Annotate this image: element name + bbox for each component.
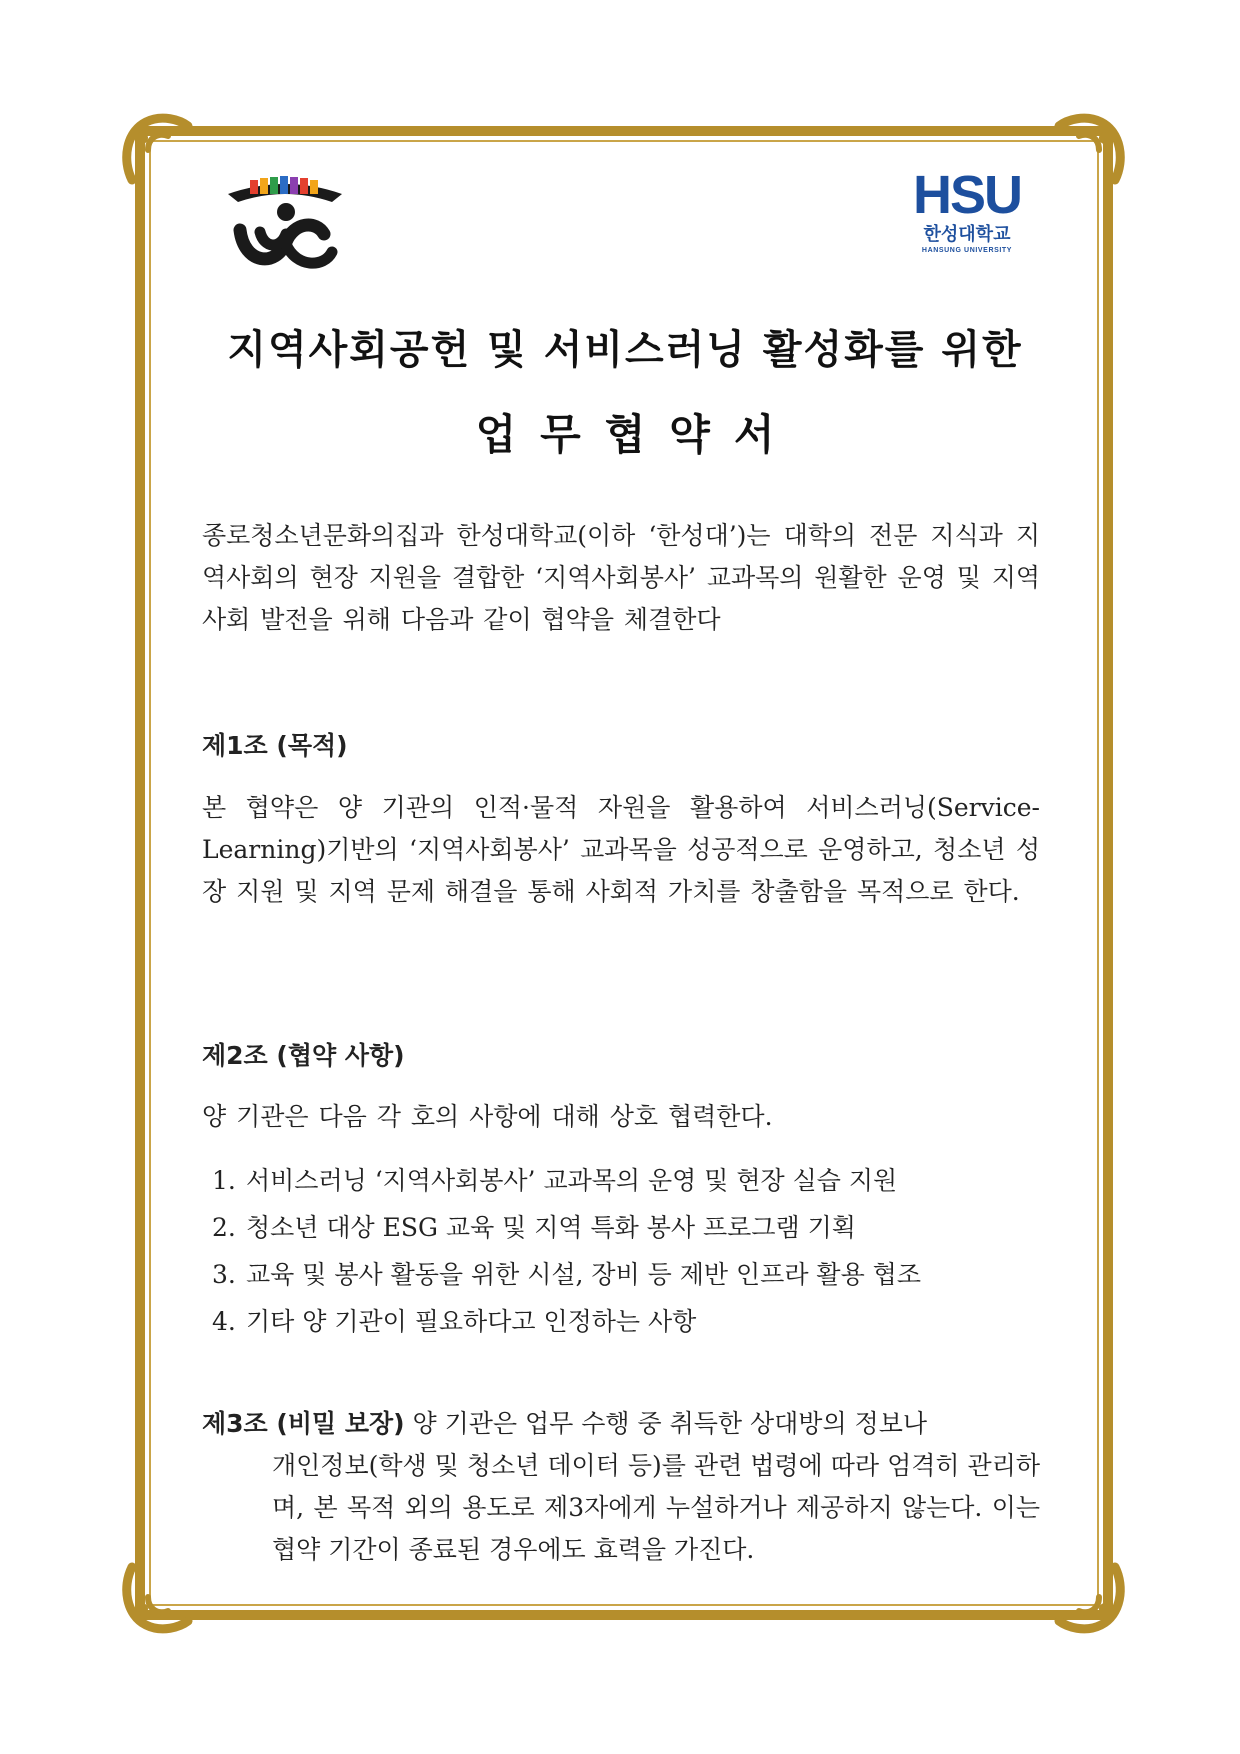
frame-corner-ornament-icon [118,1553,202,1637]
list-item-text: 서비스러닝 ‘지역사회봉사’ 교과목의 운영 및 현장 실습 지원 [246,1166,898,1195]
frame-corner-ornament-icon [1045,110,1129,194]
university-name-korean: 한성대학교 [923,224,1011,245]
jongno-youth-logo-icon [220,172,350,272]
intro-paragraph: 종로청소년문화의집과 한성대학교(이하 ‘한성대’)는 대학의 전문 지식과 지역사회의 현장 지원을 결합한 ‘지역사회봉사’ 교과목의 원활한 운영 및 지역사회 발전을 위해 다음과 같이 협약을 체결한다 [202,521,1040,634]
hansung-university-logo [908,165,1026,260]
list-item-text: 교육 및 봉사 활동을 위한 시설, 장비 등 제반 인프라 활용 협조 [246,1260,921,1289]
list-item-number: 4. [212,1307,236,1336]
frame-corner-ornament-icon [1045,1553,1129,1637]
article-3 [202,1403,1040,1571]
list-item-text: 청소년 대상 ESG 교육 및 지역 특화 봉사 프로그램 기획 [246,1213,856,1242]
list-item-number: 1. [212,1166,236,1195]
list-item-number: 3. [212,1260,236,1289]
article-2-heading: 제2조 (협약 사항) [202,1041,405,1070]
article-2-body: 양 기관은 다음 각 호의 사항에 대해 상호 협력한다. [202,1102,773,1131]
list-item [212,1298,1042,1345]
list-item [212,1251,1042,1298]
list-item [212,1157,1042,1204]
university-name-english: HANSUNG UNIVERSITY [921,247,1013,254]
article-3-body-first: 양 기관은 업무 수행 중 취득한 상대방의 정보나 [412,1409,927,1438]
article-3-body-rest: 개인정보(학생 및 청소년 데이터 등)를 관련 법령에 따라 엄격히 관리하며, 본 목적 외의 용도로 제3자에게 누설하거나 제공하지 않는다. 이는 협약 기간이 종료된 경우에도 효력을 가진다. [272,1451,1040,1564]
document-title: 지역사회공헌 및 서비스러닝 활성화를 위한 [227,327,1023,373]
article-1-heading: 제1조 (목적) [202,731,348,760]
article-3-heading: 제3조 (비밀 보장) [202,1409,405,1438]
list-item-text: 기타 양 기관이 필요하다고 인정하는 사항 [246,1307,697,1336]
list-item [212,1204,1042,1251]
document-subtitle: 업무협약서 [475,410,799,459]
hsu-logo-mark: HSU [912,165,1021,225]
article-2-list [212,1157,1042,1345]
article-1-body: 본 협약은 양 기관의 인적·물적 자원을 활용하여 서비스러닝(Service-Learning)기반의 ‘지역사회봉사’ 교과목을 성공적으로 운영하고, 청소년 성장 지원 및 지역 문제 해결을 통해 사회적 가치를 창출함을 목적으로 한다. [202,793,1040,906]
frame-corner-ornament-icon [118,110,202,194]
list-item-number: 2. [212,1213,236,1242]
